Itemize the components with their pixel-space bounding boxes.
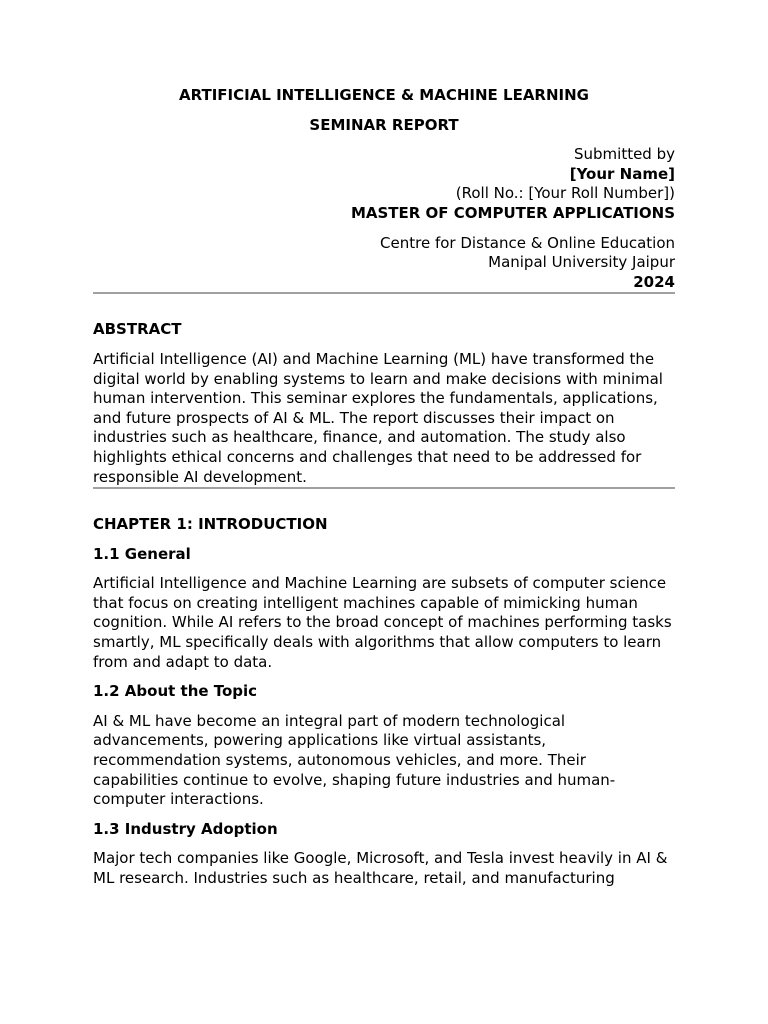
chapter-heading: CHAPTER 1: INTRODUCTION <box>93 515 328 534</box>
university-name: Manipal University Jaipur <box>488 253 675 272</box>
roll-number: (Roll No.: [Your Roll Number]) <box>455 184 675 203</box>
submitted-by-label: Submitted by <box>573 145 675 164</box>
section-text: AI & ML have become an integral part of modern technological advancements, powering applications like virtual assistants, recommendation systems, autonomous vehicles, and more. Their capabilities continue to evolve, shaping future industries and human-computer interactions. <box>93 711 616 809</box>
divider <box>93 487 675 489</box>
institution-block <box>93 234 675 293</box>
centre-name: Centre for Distance & Online Education <box>380 233 675 252</box>
program-name: MASTER OF COMPUTER APPLICATIONS <box>350 203 675 222</box>
section-text: Major tech companies like Google, Microsoft, and Tesla invest heavily in AI & ML research. Industries such as healthcare, retail, and manufacturing <box>93 849 668 887</box>
report-subtitle: SEMINAR REPORT <box>309 115 459 134</box>
section-heading: 1.2 About the Topic <box>93 682 258 701</box>
report-title: ARTIFICIAL INTELLIGENCE & MACHINE LEARNING <box>179 86 589 104</box>
divider <box>93 292 675 294</box>
section-text: Artificial Intelligence and Machine Learning are subsets of computer science that focus on creating intelligent machines capable of mimicking human cognition. While AI refers to the broad concept of machines performing tasks smartly, ML specifically deals with algorithms that allow computers to learn from and adapt to data. <box>93 574 672 671</box>
student-name: [Your Name] <box>569 164 675 183</box>
abstract-text: Artificial Intelligence (AI) and Machine Learning (ML) have transformed the digital world by enabling systems to learn and make decisions with minimal human intervention. This seminar explores the fundamentals, applications, and future prospects of AI & ML. The report discusses their impact on industries such as healthcare, finance, and automation. The study also highlights ethical concerns and challenges that need to be addressed for responsible AI development. <box>93 349 663 486</box>
submission-block <box>93 145 675 223</box>
section-heading: 1.3 Industry Adoption <box>93 819 278 838</box>
report-year: 2024 <box>633 272 675 291</box>
abstract-heading: ABSTRACT <box>93 320 182 339</box>
section-heading: 1.1 General <box>93 544 191 563</box>
document-page <box>93 86 675 889</box>
